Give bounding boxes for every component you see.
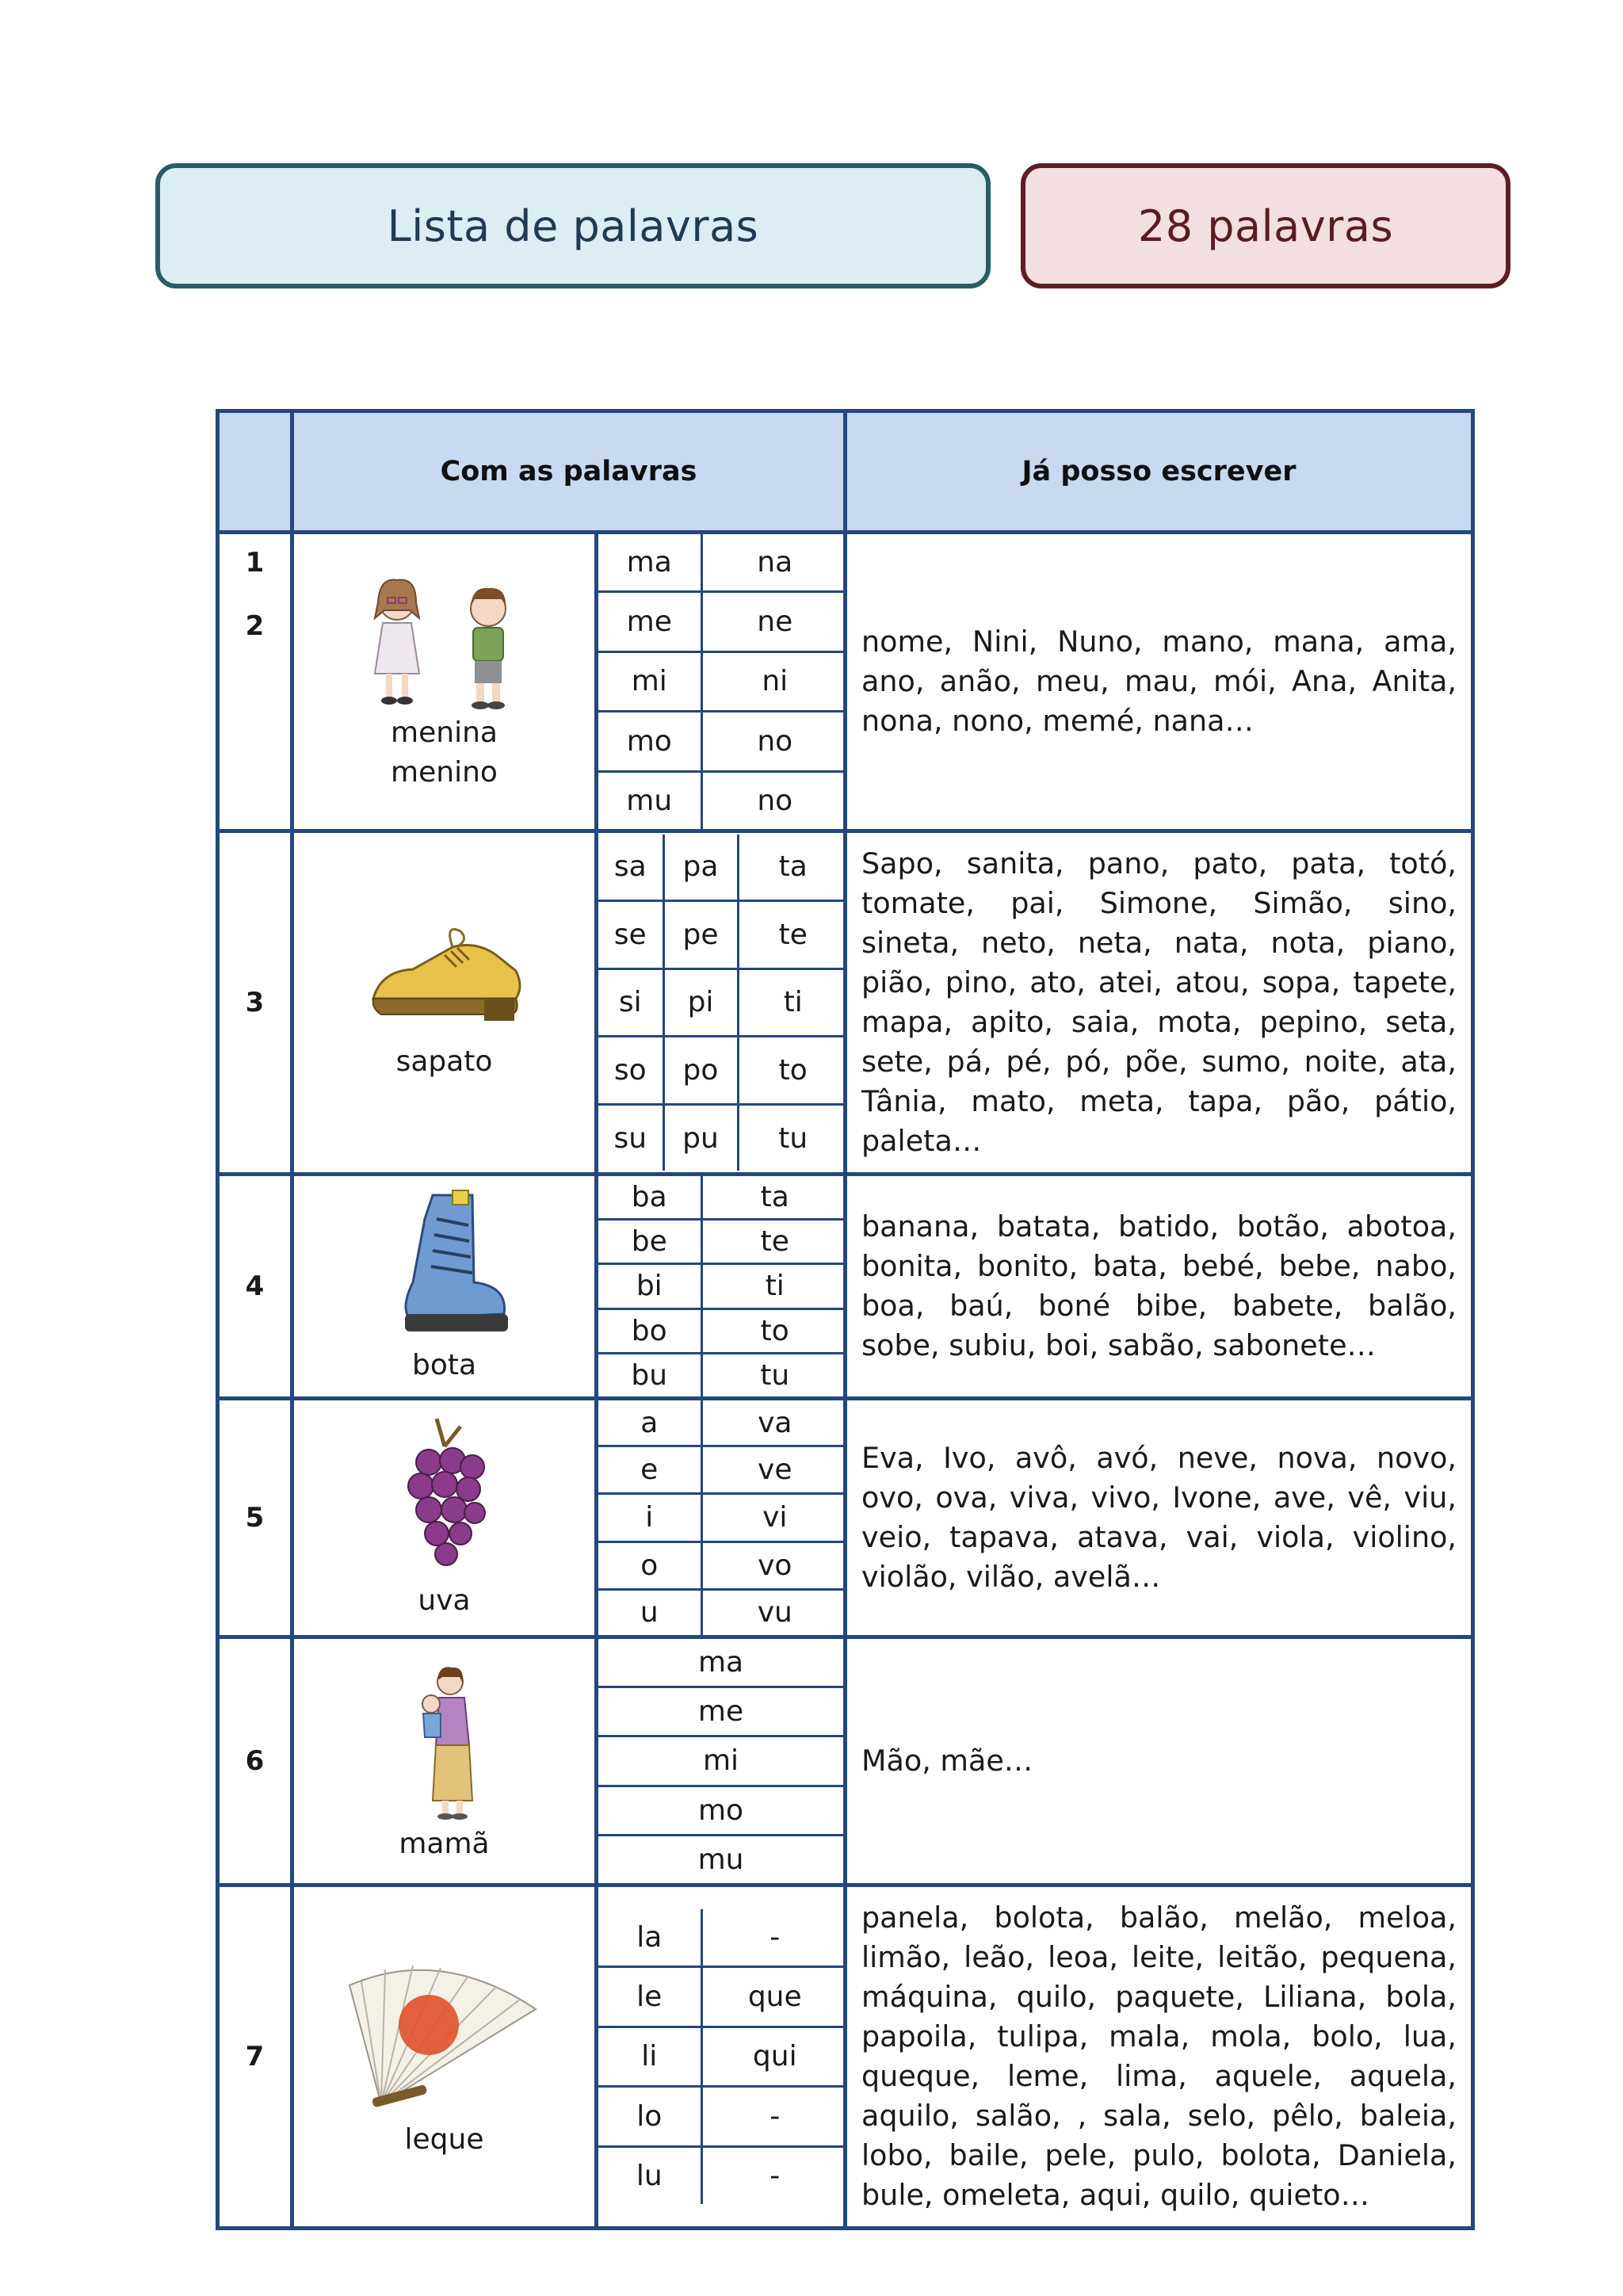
- syllable: te: [738, 900, 847, 968]
- row-number: [218, 533, 292, 831]
- syllable-grid: [598, 835, 847, 1171]
- syllable: to: [701, 1308, 847, 1353]
- syllable: mo: [598, 712, 701, 771]
- syllable: tu: [701, 1354, 847, 1396]
- syllable: mu: [598, 771, 701, 829]
- title-banner: [155, 163, 991, 288]
- syllable: pe: [663, 900, 738, 968]
- syllable: lo: [598, 2087, 701, 2146]
- header-ja-posso-escrever: Já posso escrever: [846, 411, 1473, 533]
- syllable: su: [598, 1105, 663, 1171]
- words-text: banana, batata, batido, botão, abotoa, bonita, bonito, bata, bebé, bebe, nabo, boa, baú, boné bibe, babete, balão, sobe, subiu, boi, sabão, sabonete…: [846, 1175, 1473, 1399]
- syllable: mi: [598, 651, 701, 711]
- image-cell: [292, 1175, 597, 1399]
- syllable: si: [598, 968, 663, 1037]
- caption-mama: mamã: [399, 1828, 490, 1860]
- header-com-as-palavras: Com as palavras: [292, 411, 846, 533]
- syllable: sa: [598, 835, 663, 900]
- syllable: ve: [701, 1446, 847, 1494]
- syllable: te: [701, 1219, 847, 1263]
- syllable: mi: [598, 1736, 843, 1786]
- syllable: u: [598, 1589, 701, 1635]
- word-count: 28 palavras: [1137, 201, 1394, 251]
- image-cell: [292, 831, 597, 1175]
- syllable: e: [598, 1446, 701, 1494]
- syllable-cell: [597, 1637, 846, 1885]
- syllable: ni: [701, 651, 847, 711]
- number-1: 1: [245, 547, 265, 579]
- words-text: Eva, Ivo, avô, avó, neve, nova, novo, ovo, ova, viva, vivo, Ivone, ave, vê, viu, veio, tapava, atava, vai, viola, violino, violão, vilão, avelã…: [846, 1399, 1473, 1637]
- row-number: 3: [218, 831, 292, 1175]
- syllable: pi: [663, 968, 738, 1037]
- syllable: ta: [738, 835, 847, 900]
- syllable: vi: [701, 1494, 847, 1541]
- syllable: qui: [701, 2027, 847, 2086]
- words-text: Mão, mãe…: [846, 1637, 1473, 1885]
- mother-and-child-icon: [401, 1658, 488, 1824]
- syllable-grid: [598, 534, 847, 829]
- syllable-grid: [598, 1176, 847, 1396]
- table-row: [218, 1637, 1473, 1885]
- syllable: ba: [598, 1176, 701, 1219]
- grapes-icon: [389, 1415, 500, 1581]
- syllable: bu: [598, 1354, 701, 1396]
- syllable-cell: [597, 1885, 846, 2229]
- syllable: pa: [663, 835, 738, 900]
- syllable: vu: [701, 1589, 847, 1635]
- count-banner: [1021, 163, 1510, 288]
- table-row: [218, 1399, 1473, 1637]
- syllable: tu: [738, 1105, 847, 1171]
- table-row: [218, 1175, 1473, 1399]
- syllable: me: [598, 592, 701, 651]
- syllable: bi: [598, 1264, 701, 1308]
- caption-menina: menina: [391, 716, 498, 749]
- syllable: be: [598, 1219, 701, 1263]
- caption-leque: leque: [404, 2123, 484, 2156]
- syllable: o: [598, 1541, 701, 1589]
- syllable: no: [701, 712, 847, 771]
- caption-bota: bota: [411, 1349, 477, 1381]
- syllable: to: [738, 1037, 847, 1105]
- header-number: [218, 411, 292, 533]
- syllable: que: [701, 1967, 847, 2027]
- syllable: ne: [701, 592, 847, 651]
- boot-icon: [377, 1187, 512, 1346]
- table-header-row: [218, 411, 1473, 533]
- syllable-grid: [598, 1909, 847, 2204]
- syllable: li: [598, 2027, 701, 2086]
- row-number: 6: [218, 1637, 292, 1885]
- syllable: me: [598, 1687, 843, 1736]
- syllable: -: [701, 2146, 847, 2204]
- syllable: le: [598, 1967, 701, 2027]
- syllable: bo: [598, 1308, 701, 1353]
- caption-menino: menino: [391, 756, 498, 789]
- words-text: Sapo, sanita, pano, pato, pata, totó, tomate, pai, Simone, Simão, sino, sineta, neto, neta, nata, nota, piano, pião, pino, ato, atei, atou, sopa, tapete, mapa, apito, saia, mota, pepino, seta, sete, pá, pé, pó, põe, sumo, noite, ata, Tânia, mato, meta, tapa, pão, pátio, paleta…: [846, 831, 1473, 1175]
- table-row: [218, 533, 1473, 831]
- image-cell: [292, 1885, 597, 2229]
- syllable: a: [598, 1400, 701, 1446]
- syllable: ti: [701, 1264, 847, 1308]
- table-row: [218, 831, 1473, 1175]
- syllable-grid: [598, 1639, 843, 1883]
- syllable-cell: [597, 1175, 846, 1399]
- syllable: la: [598, 1909, 701, 1967]
- syllable: ma: [598, 1639, 843, 1687]
- image-cell: [292, 1399, 597, 1637]
- syllable-grid: [598, 1400, 847, 1635]
- syllable: ta: [701, 1176, 847, 1219]
- image-cell: [292, 1637, 597, 1885]
- syllable: -: [701, 1909, 847, 1967]
- syllable: so: [598, 1037, 663, 1105]
- table-row: [218, 1885, 1473, 2229]
- row-number: 7: [218, 1885, 292, 2229]
- syllable: no: [701, 771, 847, 829]
- words-text: nome, Nini, Nuno, mano, mana, ama, ano, anão, meu, mau, mói, Ana, Anita, nona, nono, memé, nana…: [846, 533, 1473, 831]
- syllable: na: [701, 534, 847, 592]
- syllable: pu: [663, 1105, 738, 1171]
- image-cell: [292, 533, 597, 831]
- number-2: 2: [245, 610, 265, 642]
- syllable: mu: [598, 1836, 843, 1883]
- syllable: ma: [598, 534, 701, 592]
- words-text: panela, bolota, balão, melão, meloa, limão, leão, leoa, leite, leitão, pequena, máquina, quilo, paquete, Liliana, bola, papoila, tulipa, mala, mola, bolo, lua, queque, leme, lima, aquele, aquela, aquilo, salão, , sala, selo, pêlo, baleia, lobo, baile, pele, pulo, bolota, Daniela, bule, omeleta, aqui, quilo, quieto…: [846, 1885, 1473, 2229]
- word-list-table: [216, 409, 1475, 2230]
- syllable-cell: [597, 1399, 846, 1637]
- row-number: 4: [218, 1175, 292, 1399]
- syllable: po: [663, 1037, 738, 1105]
- caption-sapato: sapato: [395, 1045, 493, 1078]
- girl-and-boy-icon: [357, 571, 532, 713]
- syllable: se: [598, 900, 663, 968]
- syllable-cell: [597, 831, 846, 1175]
- syllable: va: [701, 1400, 847, 1446]
- syllable: lu: [598, 2146, 701, 2204]
- syllable-cell: [597, 533, 846, 831]
- hand-fan-icon: [346, 1954, 544, 2120]
- caption-uva: uva: [418, 1584, 471, 1617]
- page-title: Lista de palavras: [387, 201, 759, 251]
- syllable: mo: [598, 1786, 843, 1835]
- syllable: i: [598, 1494, 701, 1541]
- row-number: 5: [218, 1399, 292, 1637]
- shoe-icon: [357, 923, 532, 1042]
- syllable: vo: [701, 1541, 847, 1589]
- syllable: ti: [738, 968, 847, 1037]
- syllable: -: [701, 2087, 847, 2146]
